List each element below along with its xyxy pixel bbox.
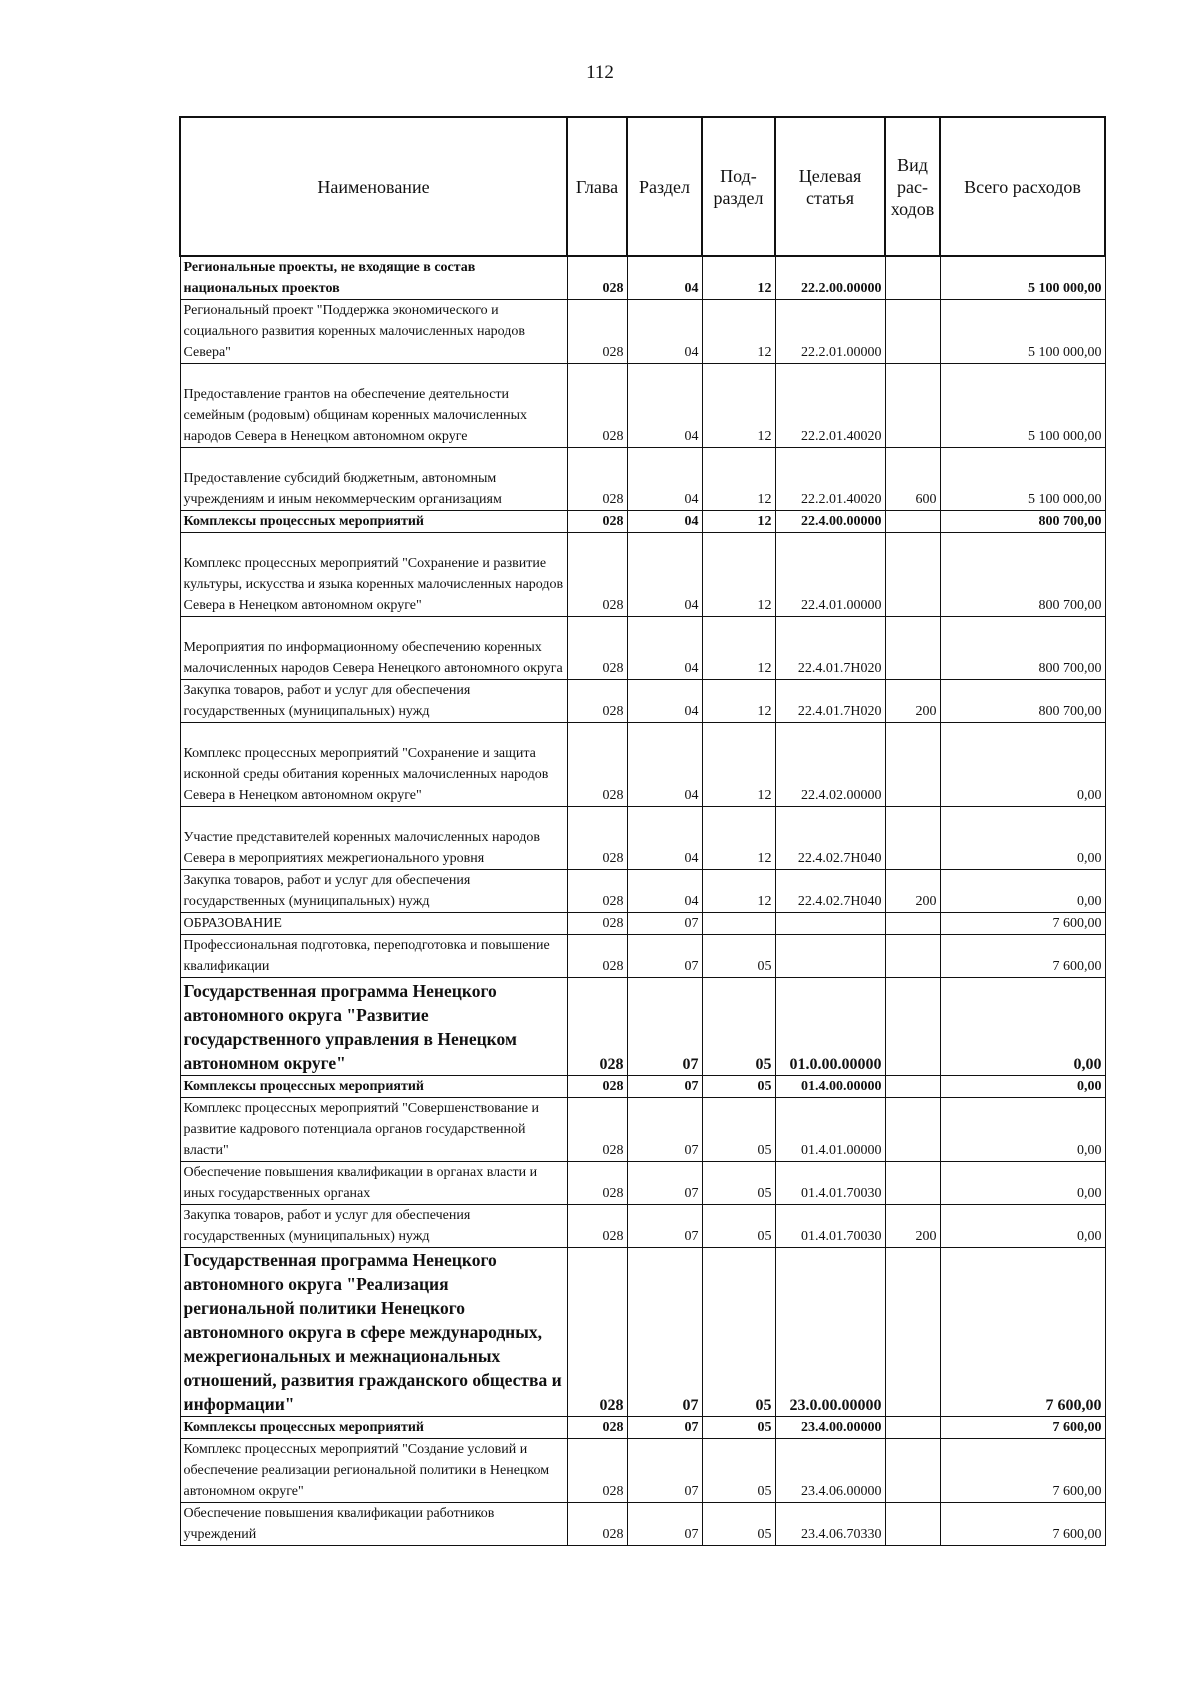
- cell-target: 23.0.00.00000: [775, 1248, 885, 1417]
- cell-expense-type: [885, 533, 940, 617]
- cell-total: 7 600,00: [940, 1503, 1105, 1546]
- table-row: [180, 807, 1105, 870]
- cell-chapter: 028: [567, 1076, 627, 1098]
- cell-expense-type: [885, 723, 940, 807]
- cell-section: 04: [627, 680, 702, 723]
- table-row: [180, 723, 1105, 807]
- table-row: [180, 1162, 1105, 1205]
- cell-subsection: 12: [702, 807, 775, 870]
- cell-section: 07: [627, 1439, 702, 1503]
- cell-target: 22.2.01.40020: [775, 364, 885, 448]
- cell-subsection: 12: [702, 680, 775, 723]
- cell-target: 22.4.02.00000: [775, 723, 885, 807]
- header-section: Раздел: [627, 117, 702, 256]
- cell-target: 22.2.01.00000: [775, 300, 885, 364]
- cell-name: Закупка товаров, работ и услуг для обеспечения государственных (муниципальных) нужд: [180, 1205, 567, 1248]
- cell-chapter: 028: [567, 1503, 627, 1546]
- cell-total: 7 600,00: [940, 1417, 1105, 1439]
- cell-target: 22.4.01.7Н020: [775, 617, 885, 680]
- cell-chapter: 028: [567, 978, 627, 1076]
- cell-section: 04: [627, 448, 702, 511]
- cell-section: 07: [627, 913, 702, 935]
- cell-section: 07: [627, 1417, 702, 1439]
- table-row: [180, 1205, 1105, 1248]
- cell-chapter: 028: [567, 1098, 627, 1162]
- cell-name: Закупка товаров, работ и услуг для обеспечения государственных (муниципальных) нужд: [180, 870, 567, 913]
- cell-subsection: 12: [702, 617, 775, 680]
- cell-section: 07: [627, 1503, 702, 1546]
- table-row: [180, 913, 1105, 935]
- cell-total: 7 600,00: [940, 1248, 1105, 1417]
- cell-total: 7 600,00: [940, 935, 1105, 978]
- cell-subsection: 05: [702, 1417, 775, 1439]
- header-name: Наименование: [180, 117, 567, 256]
- cell-expense-type: 600: [885, 448, 940, 511]
- cell-total: 0,00: [940, 1205, 1105, 1248]
- cell-section: 04: [627, 533, 702, 617]
- header-subsection: Под-раздел: [702, 117, 775, 256]
- table-row: [180, 448, 1105, 511]
- header-expense-type: Вид рас-ходов: [885, 117, 940, 256]
- cell-expense-type: [885, 807, 940, 870]
- cell-chapter: 028: [567, 1162, 627, 1205]
- cell-name: Комплекс процессных мероприятий "Создание условий и обеспечение реализации региональной политики в Ненецком автономном округе": [180, 1439, 567, 1503]
- cell-subsection: 12: [702, 300, 775, 364]
- cell-total: 0,00: [940, 1162, 1105, 1205]
- cell-subsection: 12: [702, 533, 775, 617]
- cell-target: 22.4.02.7Н040: [775, 807, 885, 870]
- cell-chapter: 028: [567, 723, 627, 807]
- cell-target: 01.4.01.00000: [775, 1098, 885, 1162]
- cell-target: 22.4.01.7Н020: [775, 680, 885, 723]
- cell-chapter: 028: [567, 870, 627, 913]
- cell-target: 01.4.01.70030: [775, 1205, 885, 1248]
- cell-section: 07: [627, 978, 702, 1076]
- cell-expense-type: 200: [885, 1205, 940, 1248]
- cell-chapter: 028: [567, 1439, 627, 1503]
- page-number: 112: [586, 62, 614, 83]
- cell-chapter: 028: [567, 1248, 627, 1417]
- cell-target: 22.2.01.40020: [775, 448, 885, 511]
- cell-target: 01.4.00.00000: [775, 1076, 885, 1098]
- cell-chapter: 028: [567, 1417, 627, 1439]
- cell-section: 04: [627, 364, 702, 448]
- cell-name: Комплексы процессных мероприятий: [180, 1417, 567, 1439]
- cell-name: ОБРАЗОВАНИЕ: [180, 913, 567, 935]
- cell-total: 800 700,00: [940, 680, 1105, 723]
- table-header-row: [180, 117, 1105, 256]
- cell-subsection: [702, 913, 775, 935]
- cell-total: 0,00: [940, 1076, 1105, 1098]
- cell-subsection: 12: [702, 364, 775, 448]
- cell-name: Комплекс процессных мероприятий "Сохранение и защита исконной среды обитания коренных малочисленных народов Севера в Ненецком автономном округе": [180, 723, 567, 807]
- cell-target: 01.0.00.00000: [775, 978, 885, 1076]
- cell-section: 04: [627, 870, 702, 913]
- cell-total: 0,00: [940, 723, 1105, 807]
- cell-expense-type: [885, 1503, 940, 1546]
- cell-subsection: 05: [702, 1248, 775, 1417]
- cell-expense-type: [885, 1098, 940, 1162]
- cell-subsection: 05: [702, 1503, 775, 1546]
- cell-expense-type: [885, 511, 940, 533]
- cell-name: Предоставление субсидий бюджетным, автономным учреждениям и иным некоммерческим организациям: [180, 448, 567, 511]
- cell-subsection: 12: [702, 870, 775, 913]
- cell-name: Государственная программа Ненецкого автономного округа "Реализация региональной политики Ненецкого автономного округа в сфере международных, межрегиональных и межнациональных отношений, развития гражданского общества и информации": [180, 1248, 567, 1417]
- cell-section: 04: [627, 300, 702, 364]
- cell-total: 800 700,00: [940, 617, 1105, 680]
- cell-target: [775, 935, 885, 978]
- cell-subsection: 12: [702, 511, 775, 533]
- cell-subsection: 12: [702, 723, 775, 807]
- cell-total: 0,00: [940, 870, 1105, 913]
- table-row: [180, 680, 1105, 723]
- cell-total: 5 100 000,00: [940, 364, 1105, 448]
- cell-total: 0,00: [940, 978, 1105, 1076]
- cell-target: [775, 913, 885, 935]
- table-row: [180, 978, 1105, 1076]
- cell-subsection: 05: [702, 1439, 775, 1503]
- cell-name: Комплексы процессных мероприятий: [180, 511, 567, 533]
- cell-chapter: 028: [567, 448, 627, 511]
- cell-expense-type: [885, 300, 940, 364]
- cell-chapter: 028: [567, 300, 627, 364]
- cell-section: 07: [627, 1205, 702, 1248]
- cell-name: Мероприятия по информационному обеспечению коренных малочисленных народов Севера Ненецкого автономного округа: [180, 617, 567, 680]
- cell-total: 5 100 000,00: [940, 448, 1105, 511]
- cell-subsection: 12: [702, 448, 775, 511]
- cell-section: 07: [627, 1248, 702, 1417]
- cell-target: 22.4.01.00000: [775, 533, 885, 617]
- cell-chapter: 028: [567, 617, 627, 680]
- table-row: [180, 511, 1105, 533]
- cell-chapter: 028: [567, 511, 627, 533]
- cell-total: 0,00: [940, 807, 1105, 870]
- cell-section: 04: [627, 807, 702, 870]
- cell-subsection: 12: [702, 256, 775, 300]
- cell-subsection: 05: [702, 1205, 775, 1248]
- cell-section: 07: [627, 1098, 702, 1162]
- cell-subsection: 05: [702, 1162, 775, 1205]
- cell-expense-type: 200: [885, 870, 940, 913]
- cell-chapter: 028: [567, 364, 627, 448]
- cell-target: 23.4.06.00000: [775, 1439, 885, 1503]
- cell-expense-type: [885, 1162, 940, 1205]
- cell-subsection: 05: [702, 1076, 775, 1098]
- cell-expense-type: [885, 935, 940, 978]
- cell-target: 23.4.06.70330: [775, 1503, 885, 1546]
- table-row: [180, 1076, 1105, 1098]
- cell-name: Предоставление грантов на обеспечение деятельности семейным (родовым) общинам коренных малочисленных народов Севера в Ненецком автономном округе: [180, 364, 567, 448]
- cell-expense-type: [885, 256, 940, 300]
- cell-section: 04: [627, 723, 702, 807]
- cell-section: 04: [627, 511, 702, 533]
- cell-total: 7 600,00: [940, 913, 1105, 935]
- cell-target: 01.4.01.70030: [775, 1162, 885, 1205]
- cell-name: Комплексы процессных мероприятий: [180, 1076, 567, 1098]
- cell-expense-type: [885, 913, 940, 935]
- cell-subsection: 05: [702, 935, 775, 978]
- cell-name: Региональные проекты, не входящие в состав национальных проектов: [180, 256, 567, 300]
- cell-name: Участие представителей коренных малочисленных народов Севера в мероприятиях межрегионального уровня: [180, 807, 567, 870]
- cell-expense-type: [885, 1248, 940, 1417]
- table-row: [180, 1439, 1105, 1503]
- header-chapter: Глава: [567, 117, 627, 256]
- header-target: Целевая статья: [775, 117, 885, 256]
- table-row: [180, 1098, 1105, 1162]
- cell-chapter: 028: [567, 1205, 627, 1248]
- table-row: [180, 617, 1105, 680]
- cell-chapter: 028: [567, 533, 627, 617]
- cell-expense-type: [885, 978, 940, 1076]
- cell-total: 7 600,00: [940, 1439, 1105, 1503]
- cell-subsection: 05: [702, 1098, 775, 1162]
- cell-section: 07: [627, 1162, 702, 1205]
- table-row: [180, 1248, 1105, 1417]
- cell-expense-type: [885, 617, 940, 680]
- cell-chapter: 028: [567, 256, 627, 300]
- table-row: [180, 1417, 1105, 1439]
- cell-expense-type: [885, 1417, 940, 1439]
- cell-subsection: 05: [702, 978, 775, 1076]
- cell-total: 5 100 000,00: [940, 256, 1105, 300]
- cell-name: Комплекс процессных мероприятий "Совершенствование и развитие кадрового потенциала органов государственной власти": [180, 1098, 567, 1162]
- cell-chapter: 028: [567, 807, 627, 870]
- cell-target: 22.2.00.00000: [775, 256, 885, 300]
- table-row: [180, 300, 1105, 364]
- cell-name: Государственная программа Ненецкого автономного округа "Развитие государственного управления в Ненецком автономном округе": [180, 978, 567, 1076]
- budget-table: [179, 116, 1106, 1546]
- table-row: [180, 533, 1105, 617]
- cell-name: Профессиональная подготовка, переподготовка и повышение квалификации: [180, 935, 567, 978]
- cell-name: Обеспечение повышения квалификации в органах власти и иных государственных органах: [180, 1162, 567, 1205]
- cell-chapter: 028: [567, 913, 627, 935]
- table-row: [180, 364, 1105, 448]
- cell-target: 23.4.00.00000: [775, 1417, 885, 1439]
- cell-total: 5 100 000,00: [940, 300, 1105, 364]
- cell-name: Обеспечение повышения квалификации работников учреждений: [180, 1503, 567, 1546]
- cell-section: 04: [627, 617, 702, 680]
- cell-target: 22.4.00.00000: [775, 511, 885, 533]
- table-row: [180, 256, 1105, 300]
- cell-target: 22.4.02.7Н040: [775, 870, 885, 913]
- cell-section: 07: [627, 935, 702, 978]
- header-total: Всего расходов: [940, 117, 1105, 256]
- cell-total: 0,00: [940, 1098, 1105, 1162]
- cell-section: 07: [627, 1076, 702, 1098]
- cell-name: Комплекс процессных мероприятий "Сохранение и развитие культуры, искусства и языка коренных малочисленных народов Севера в Ненецком автономном округе": [180, 533, 567, 617]
- cell-total: 800 700,00: [940, 533, 1105, 617]
- cell-chapter: 028: [567, 935, 627, 978]
- table-row: [180, 870, 1105, 913]
- cell-section: 04: [627, 256, 702, 300]
- cell-expense-type: [885, 1076, 940, 1098]
- cell-chapter: 028: [567, 680, 627, 723]
- cell-expense-type: 200: [885, 680, 940, 723]
- cell-expense-type: [885, 364, 940, 448]
- cell-name: Закупка товаров, работ и услуг для обеспечения государственных (муниципальных) нужд: [180, 680, 567, 723]
- table-row: [180, 935, 1105, 978]
- cell-total: 800 700,00: [940, 511, 1105, 533]
- cell-name: Региональный проект "Поддержка экономического и социального развития коренных малочисленных народов Севера": [180, 300, 567, 364]
- cell-expense-type: [885, 1439, 940, 1503]
- table-row: [180, 1503, 1105, 1546]
